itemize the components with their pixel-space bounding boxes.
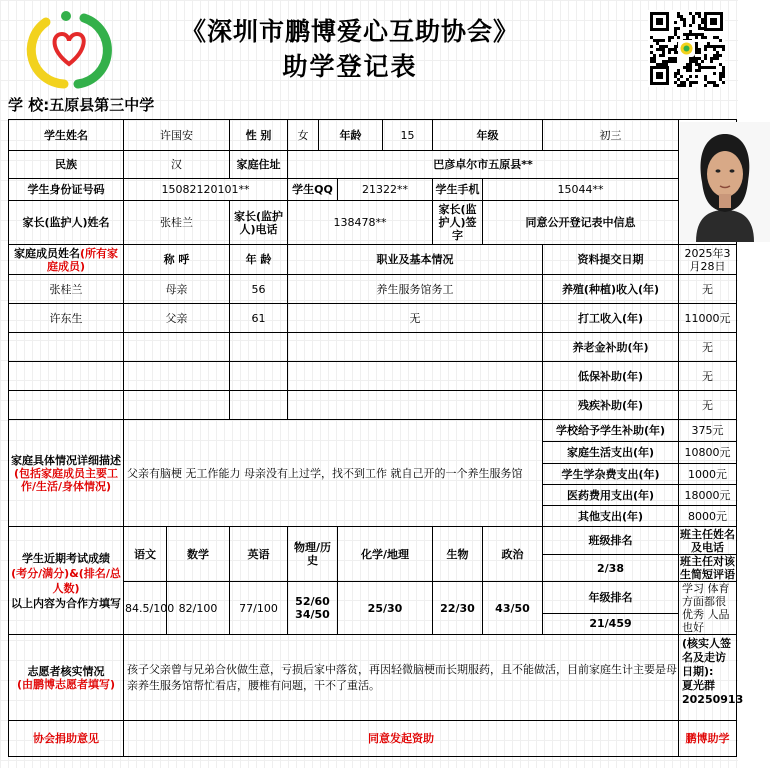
brand-text: 鹏博助学 bbox=[679, 721, 737, 757]
qq-label: 学生QQ bbox=[288, 179, 338, 201]
student-name: 许国安 bbox=[124, 120, 230, 151]
empty-cell bbox=[288, 362, 543, 391]
empty-cell bbox=[9, 333, 124, 362]
empty-cell bbox=[124, 362, 230, 391]
teacher-comment: 学习 体育方面都很优秀 人品也好 bbox=[679, 582, 737, 635]
job-header: 职业及基本情况 bbox=[288, 245, 543, 275]
class-rank-label: 班级排名 bbox=[543, 527, 679, 555]
grade-rank: 21/459 bbox=[543, 613, 679, 634]
guardian-name: 张桂兰 bbox=[124, 201, 230, 245]
submit-date: 2025年3月28日 bbox=[679, 245, 737, 275]
student-phone: 15044** bbox=[483, 179, 679, 201]
empty-cell bbox=[230, 362, 288, 391]
registration-form bbox=[8, 119, 744, 757]
ethnic-label: 民族 bbox=[9, 151, 124, 179]
member-job: 无 bbox=[288, 304, 543, 333]
misc-fee-label: 学生学杂费支出(年) bbox=[543, 464, 679, 485]
phone-label: 学生手机 bbox=[433, 179, 483, 201]
family-name-header bbox=[9, 245, 124, 275]
empty-cell bbox=[230, 391, 288, 420]
member-name: 许东生 bbox=[9, 304, 124, 333]
guardian-sign-label: 家长(监护人)签字 bbox=[433, 201, 483, 245]
chem-score: 25/30 bbox=[338, 582, 433, 635]
gender: 女 bbox=[288, 120, 319, 151]
association-logo bbox=[26, 8, 112, 88]
gender-label: 性 别 bbox=[230, 120, 288, 151]
situation-label-note: (包括家庭成员主要工作/生活/身体情况) bbox=[13, 466, 119, 493]
student-name-label: 学生姓名 bbox=[9, 120, 124, 151]
volunteer-signature bbox=[679, 635, 744, 721]
farm-income: 无 bbox=[679, 275, 737, 304]
physics-score: 52/60 34/50 bbox=[288, 582, 338, 635]
situation-text: 父亲有脑梗 无工作能力 母亲没有上过学，找不到工作 就自己开的一个养生服务馆 bbox=[124, 420, 543, 527]
consent-text: 同意公开登记表中信息 bbox=[483, 201, 679, 245]
member-name: 张桂兰 bbox=[9, 275, 124, 304]
disability-label: 残疾补助(年) bbox=[543, 391, 679, 420]
signature-name: 夏光群 bbox=[682, 679, 715, 692]
empty-cell bbox=[124, 333, 230, 362]
empty-cell bbox=[124, 391, 230, 420]
situation-label bbox=[9, 420, 124, 527]
family-name-header-text: 家庭成员姓名 bbox=[13, 246, 80, 260]
member-age: 61 bbox=[230, 304, 288, 333]
lowincome: 无 bbox=[679, 362, 737, 391]
age-header: 年 龄 bbox=[230, 245, 288, 275]
pension-label: 养老金补助(年) bbox=[543, 333, 679, 362]
submit-date-label: 资料提交日期 bbox=[543, 245, 679, 275]
empty-cell bbox=[230, 333, 288, 362]
student-qq: 21322** bbox=[338, 179, 433, 201]
medical-label: 医药费用支出(年) bbox=[543, 485, 679, 506]
school-aid: 375元 bbox=[679, 420, 737, 442]
exam-label-partner: 以上内容为合作方填写 bbox=[11, 596, 121, 610]
address-label: 家庭住址 bbox=[230, 151, 288, 179]
volunteer-text: 孩子父亲曾与兄弟合伙做生意，亏损后家中落贫，再因轻微脑梗而长期服药，且不能做活，目前家庭生计主要是母亲养生服务馆帮忙看店，腰椎有问题，干不了重活。 bbox=[124, 635, 679, 721]
empty-cell bbox=[9, 391, 124, 420]
age-label: 年龄 bbox=[319, 120, 383, 151]
misc-fee: 1000元 bbox=[679, 464, 737, 485]
signature-label: (核实人签名及走访日期): bbox=[682, 637, 732, 678]
empty-cell bbox=[9, 362, 124, 391]
member-relation: 父亲 bbox=[124, 304, 230, 333]
empty-cell bbox=[288, 391, 543, 420]
opinion-label: 协会捐助意见 bbox=[9, 721, 124, 757]
ethnic: 汉 bbox=[124, 151, 230, 179]
id-label: 学生身份证号码 bbox=[9, 179, 124, 201]
guardian-phone-label: 家长(监护人)电话 bbox=[230, 201, 288, 245]
form-title bbox=[140, 14, 560, 84]
situation-label-text: 家庭具体情况详细描述 bbox=[11, 453, 121, 467]
work-income-label: 打工收入(年) bbox=[543, 304, 679, 333]
member-job: 养生服务馆务工 bbox=[288, 275, 543, 304]
living: 10800元 bbox=[679, 442, 737, 464]
medical: 18000元 bbox=[679, 485, 737, 506]
bio-score: 22/30 bbox=[433, 582, 483, 635]
chinese-score: 84.5/100 bbox=[124, 582, 167, 635]
bio-header: 生物 bbox=[433, 527, 483, 582]
volunteer-label-note: (由鹏博志愿者填写) bbox=[16, 677, 116, 691]
english-header: 英语 bbox=[230, 527, 288, 582]
age: 15 bbox=[383, 120, 433, 151]
math-header: 数学 bbox=[167, 527, 230, 582]
signature-date: 20250913 bbox=[682, 693, 744, 706]
member-age: 56 bbox=[230, 275, 288, 304]
chem-header: 化学/地理 bbox=[338, 527, 433, 582]
volunteer-label bbox=[9, 635, 124, 721]
work-income: 11000元 bbox=[679, 304, 737, 333]
student-id: 15082120101** bbox=[124, 179, 288, 201]
exam-label-note: (考分/满分)&(排名/总人数) bbox=[11, 566, 121, 595]
english-score: 77/100 bbox=[230, 582, 288, 635]
grade-label: 年级 bbox=[433, 120, 543, 151]
teacher-label: 班主任姓名及电话 bbox=[680, 527, 735, 554]
relation-header: 称 呼 bbox=[124, 245, 230, 275]
title-line-2: 助学登记表 bbox=[282, 52, 418, 81]
class-rank: 2/38 bbox=[543, 555, 679, 582]
living-label: 家庭生活支出(年) bbox=[543, 442, 679, 464]
grade: 初三 bbox=[543, 120, 679, 151]
politics-score: 43/50 bbox=[483, 582, 543, 635]
volunteer-label-text: 志愿者核实情况 bbox=[27, 664, 105, 678]
guardian-name-label: 家长(监护人)姓名 bbox=[9, 201, 124, 245]
school-name: 学 校:五原县第三中学 bbox=[8, 96, 155, 114]
physics-header: 物理/历史 bbox=[288, 527, 338, 582]
grade-rank-label: 年级排名 bbox=[543, 582, 679, 614]
family-name-header-note: (所有家庭成员) bbox=[46, 246, 119, 273]
opinion-text: 同意发起资助 bbox=[124, 721, 679, 757]
qr-code bbox=[648, 10, 725, 87]
lowincome-label: 低保补助(年) bbox=[543, 362, 679, 391]
other-expense-label: 其他支出(年) bbox=[543, 506, 679, 527]
school-aid-label: 学校给予学生补助(年) bbox=[543, 420, 679, 442]
disability: 无 bbox=[679, 391, 737, 420]
other-expense: 8000元 bbox=[679, 506, 737, 527]
empty-cell bbox=[288, 333, 543, 362]
politics-header: 政治 bbox=[483, 527, 543, 582]
title-line-1: 《深圳市鹏博爱心互助协会》 bbox=[180, 17, 519, 46]
student-photo bbox=[679, 120, 737, 245]
guardian-phone: 138478** bbox=[288, 201, 433, 245]
comment-label: 班主任对该生简短评语 bbox=[680, 555, 735, 581]
exam-label-text: 学生近期考试成绩 bbox=[22, 551, 110, 565]
address: 巴彦卓尔市五原县** bbox=[288, 151, 679, 179]
pension: 无 bbox=[679, 333, 737, 362]
math-score: 82/100 bbox=[167, 582, 230, 635]
member-relation: 母亲 bbox=[124, 275, 230, 304]
chinese-header: 语文 bbox=[124, 527, 167, 582]
farm-income-label: 养殖(种植)收入(年) bbox=[543, 275, 679, 304]
exam-label bbox=[9, 527, 124, 635]
